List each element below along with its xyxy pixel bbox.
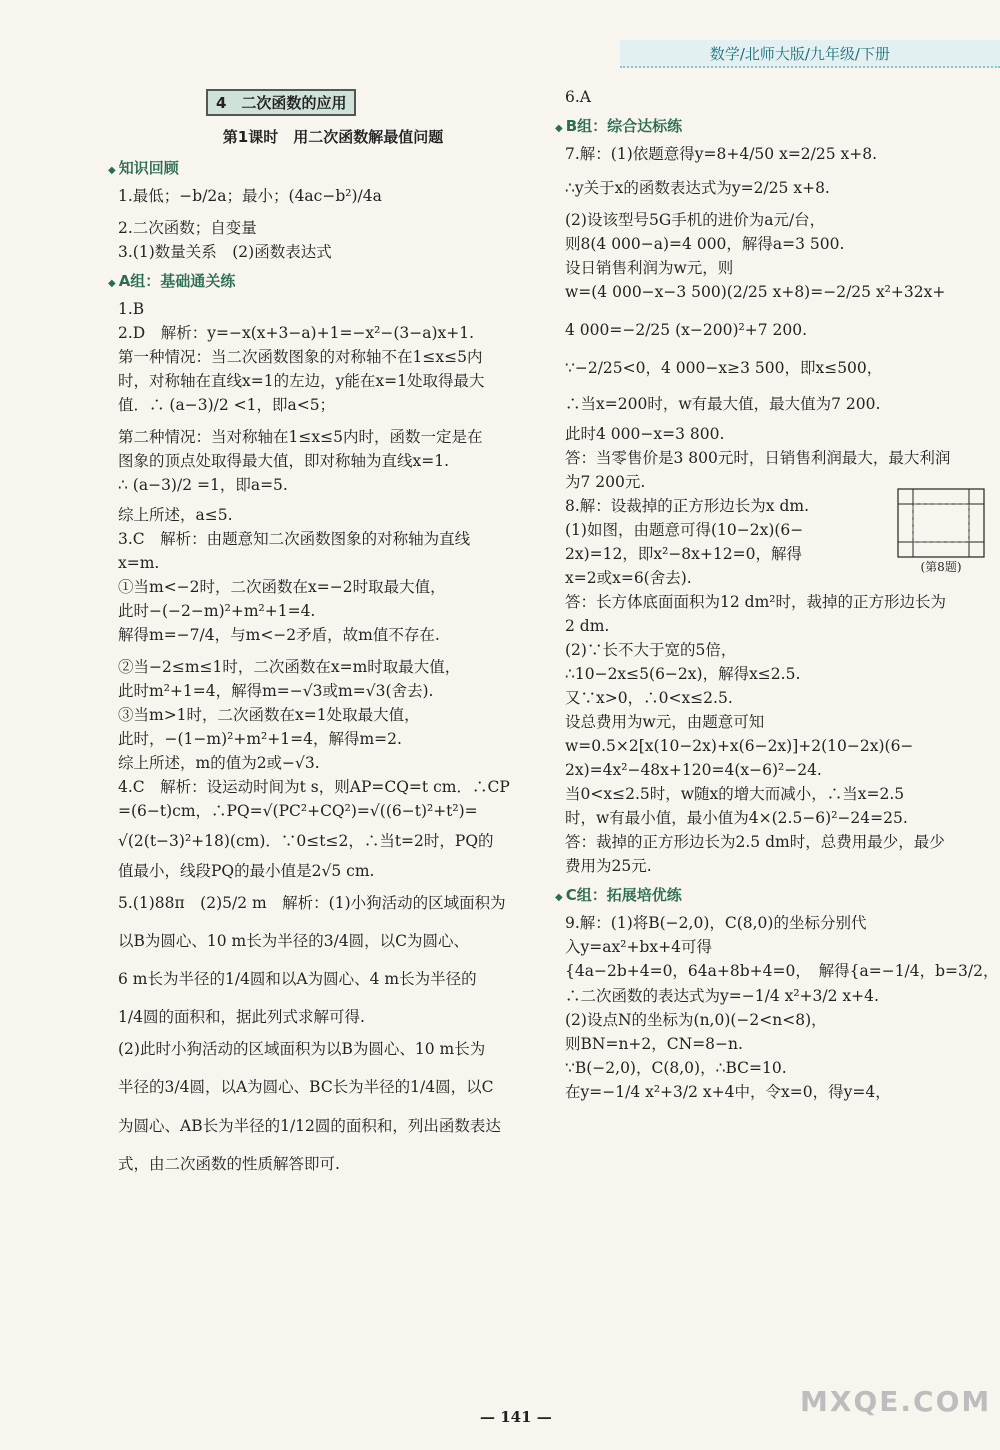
text-line: 3.(1)数量关系 (2)函数表达式 [118,243,332,262]
header-title: 数学/北师大版/九年级/下册 [709,45,890,63]
figure-caption: (第8题) [920,560,962,575]
text-line: 2x)=4x²−48x+120=4(x−6)²−24. [565,761,822,780]
text-line: ∴10−2x≤5(6−2x)，解得x≤2.5. [565,665,801,684]
text-line: 答：长方体底面面积为12 dm²时，裁掉的正方形边长为 [565,593,946,612]
text-line: ∴y关于x的函数表达式为y=2/25 x+8. [565,179,830,198]
text-line: w=0.5×2[x(10−2x)+x(6−2x)]+2(10−2x)(6− [565,737,914,756]
text-line: 7.解：(1)依题意得y=8+4/50 x=2/25 x+8. [565,145,878,164]
text-line: 则8(4 000−a)=4 000，解得a=3 500. [565,235,845,254]
text-line: 值最小，线段PQ的最小值是2√5 cm. [118,862,375,881]
text-line: (1)如图，由题意可得(10−2x)(6− [565,521,804,540]
text-line: 第二种情况：当对称轴在1≤x≤5内时，函数一定是在 [118,428,483,447]
text-line: 值．∴ (a−3)/2 <1，即a<5； [118,396,336,415]
text-line: (2)∵长不大于宽的5倍， [565,641,737,660]
text-line: 此时m²+1=4，解得m=−√3或m=√3(舍去). [118,682,434,701]
page-header [620,40,1000,68]
text-line: 设日销售利润为w元，则 [565,259,734,278]
text-line: x=m. [118,554,160,573]
text-line: 以B为圆心、10 m长为半径的3/4圆，以C为圆心、 [118,932,470,951]
lesson-subtitle: 第1课时 用二次函数解最值问题 [222,128,444,146]
text-line: 3.C 解析：由题意知二次函数图象的对称轴为直线 [118,530,471,549]
text-line: 1.B [118,300,145,319]
section-heading: ◆ A组：基础通关练 [108,270,548,291]
text-line: 图象的顶点处取得最大值，即对称轴为直线x=1. [118,452,450,471]
text-line: 6.A [565,88,591,106]
text-line: 为圆心、AB长为半径的1/12圆的面积和，列出函数表达 [118,1116,501,1135]
text-line: 设总费用为w元，由题意可知 [565,713,765,732]
text-line: 为7 200元. [565,473,646,492]
text-line: 时，w有最小值，最小值为4×(2.5−6)²−24=25. [565,809,908,828]
text-line: ∴二次函数的表达式为y=−1/4 x²+3/2 x+4. [565,986,879,1005]
left-lines [118,157,548,1176]
watermark: MXQE.COM [800,1385,992,1418]
text-line: 综上所述，a≤5. [118,506,233,525]
cutout-rectangle-figure [897,488,985,558]
section-heading: ◆ 知识回顾 [108,157,548,178]
text-line: ∵B(−2,0)，C(8,0)，∴BC=10. [565,1058,787,1077]
page-number: — 141 — [480,1408,552,1426]
section-heading: ◆ B组：综合达标练 [555,115,995,136]
text-line: 此时−(−2−m)²+m²+1=4. [118,602,316,621]
text-line: 9.解：(1)将B(−2,0)，C(8,0)的坐标分别代 [565,914,867,933]
text-line: 入y=ax²+bx+4可得 [565,938,712,957]
text-line: 6 m长为半径的1/4圆和以A为圆心、4 m长为半径的 [118,970,477,989]
text-line: =(6−t)cm，∴PQ=√(PC²+CQ²)=√((6−t)²+t²)= [118,802,478,821]
text-line: 答：裁掉的正方形边长为2.5 dm时，总费用最少，最少 [565,833,945,852]
text-line: 4.C 解析：设运动时间为t s，则AP=CQ=t cm．∴CP [118,778,510,797]
text-line: x=2或x=6(舍去). [565,569,692,588]
text-line: ∴ (a−3)/2 =1，即a=5. [118,476,288,495]
text-line: ③当m>1时，二次函数在x=1处取最大值， [118,706,420,725]
text-line: 4 000=−2/25 (x−200)²+7 200. [565,321,807,340]
right-column [565,85,999,1104]
left-column [118,85,548,1176]
text-line: 5.(1)88π (2)5/2 m 解析：(1)小狗活动的区域面积为 [118,894,506,913]
text-line: 综上所述，m的值为2或−√3. [118,754,320,773]
text-line: 此时4 000−x=3 800. [565,425,725,444]
text-line: 2.二次函数；自变量 [118,219,257,238]
text-line: 当0<x≤2.5时，w随x的增大而减小，∴当x=2.5 [565,785,905,804]
text-line: 解得m=−7/4，与m<−2矛盾，故m值不存在. [118,626,440,645]
text-line: 2.D 解析：y=−x(x+3−a)+1=−x²−(3−a)x+1. [118,324,475,343]
section-heading: ◆ C组：拓展培优练 [555,884,995,905]
text-line: ②当−2≤m≤1时，二次函数在x=m时取最大值， [118,658,461,677]
text-line: ∴当x=200时，w有最大值，最大值为7 200. [565,395,881,414]
text-line: 又∵x>0，∴0<x≤2.5. [565,689,733,708]
text-line: {4a−2b+4=0，64a+8b+4=0， 解得{a=−1/4，b=3/2， [565,962,999,981]
text-line: 第一种情况：当二次函数图象的对称轴不在1≤x≤5内 [118,348,483,367]
figure-problem-8 [877,488,1000,577]
text-line: 2x)=12，即x²−8x+12=0，解得 [565,545,802,564]
text-line: 1/4圆的面积和，据此列式求解可得. [118,1008,365,1027]
text-line: 则BN=n+2，CN=8−n. [565,1034,743,1053]
text-line: ∵−2/25<0，4 000−x≥3 500，即x≤500， [565,359,883,378]
text-line: √(2(t−3)²+18)(cm)．∵0≤t≤2，∴当t=2时，PQ的 [118,832,494,851]
text-line: (2)此时小狗活动的区域面积为以B为圆心、10 m长为 [118,1040,486,1059]
text-line: 此时，−(1−m)²+m²+1=4，解得m=2. [118,730,402,749]
text-line: 费用为25元. [565,857,652,876]
text-line: w=(4 000−x−3 500)(2/25 x+8)=−2/25 x²+32x+ [565,283,946,302]
lesson-title: 4 二次函数的应用 [206,89,356,116]
text-line: (2)设该型号5G手机的进价为a元/台， [565,211,826,230]
text-line: 2 dm. [565,617,610,636]
text-line: (2)设点N的坐标为(n,0)(−2<n<8)， [565,1010,827,1029]
text-line: 8.解：设裁掉的正方形边长为x dm. (第8题) [565,494,995,518]
text-line: 在y=−1/4 x²+3/2 x+4中，令x=0，得y=4， [565,1082,891,1101]
right-lines [565,85,999,1104]
text-line: 答：当零售价是3 800元时，日销售利润最大，最大利润 [565,449,951,468]
text-line: 半径的3/4圆，以A为圆心、BC长为半径的1/4圆，以C [118,1078,494,1097]
text-line: 式，由二次函数的性质解答即可. [118,1154,340,1173]
text-line: 1.最低；−b/2a；最小；(4ac−b²)/4a [118,187,382,205]
text-line: ①当m<−2时，二次函数在x=−2时取最大值， [118,578,446,597]
text-line: 时，对称轴在直线x=1的左边，y能在x=1处取得最大 [118,372,485,391]
